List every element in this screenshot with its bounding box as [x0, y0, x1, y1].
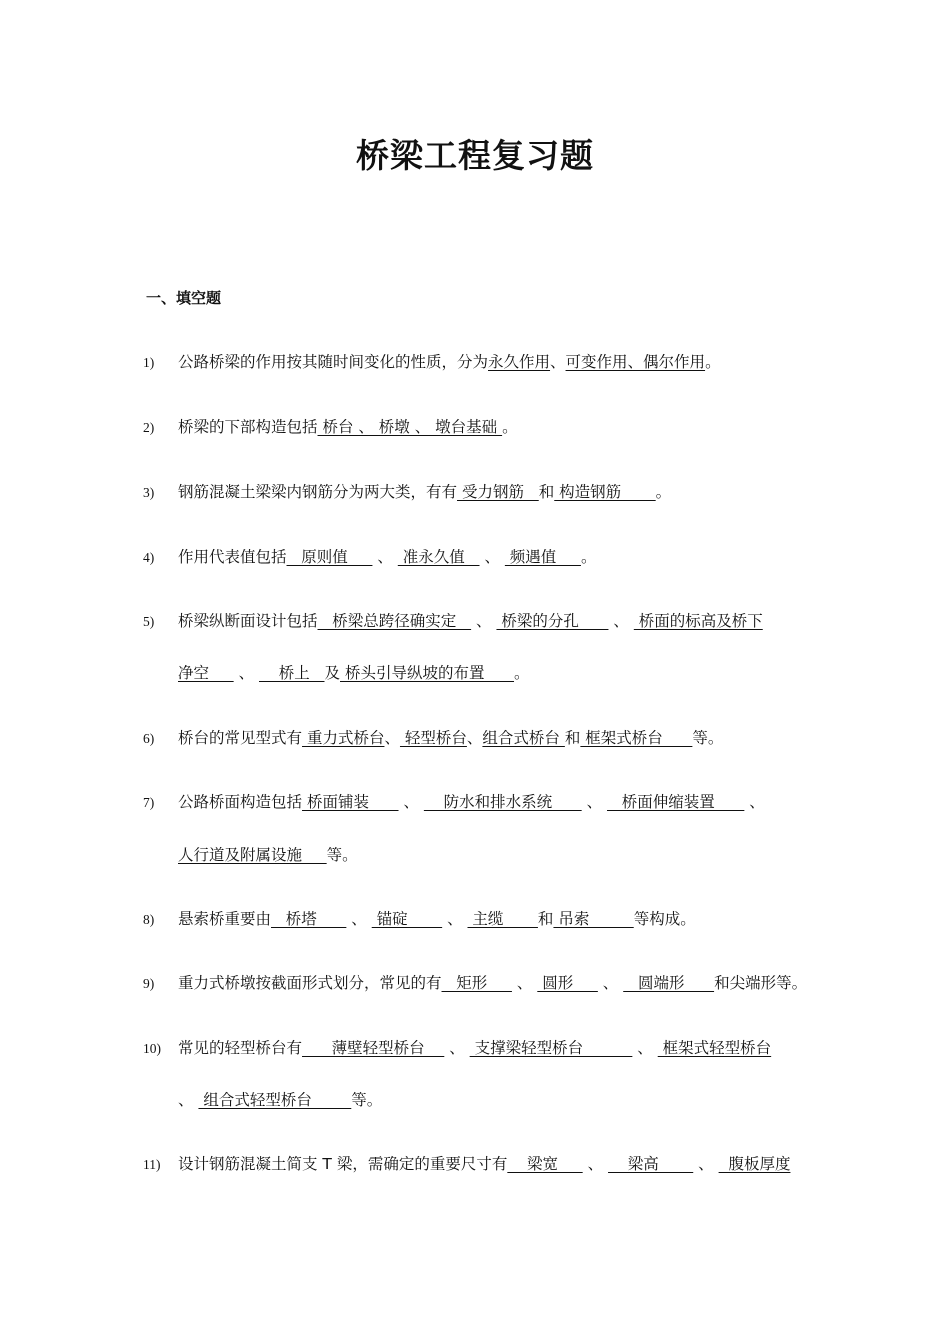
question-line: [178, 417, 518, 437]
answer-blank: 可变作用、偶尔作用: [565, 353, 706, 371]
section-heading: 一、填空题: [146, 289, 222, 307]
question-text: 。: [514, 664, 530, 682]
question-text: 。: [502, 418, 518, 436]
question-text: 常见的轻型桥台有: [178, 1039, 303, 1057]
answer-blank: 框架式桥台: [580, 729, 693, 747]
question-text: 、: [632, 1039, 658, 1057]
question-text: 重力式桥墩按截面形式划分，常见的有: [178, 974, 442, 992]
answer-blank: 梁宽: [507, 1155, 583, 1173]
answer-blank: 腹板厚度: [718, 1155, 791, 1173]
answer-blank: 主缆: [467, 910, 538, 928]
answer-blank: 支撑梁轻型桥台: [469, 1039, 633, 1057]
answer-blank: 原则值: [286, 548, 373, 566]
question-text: 、: [233, 664, 259, 682]
question-text: 等构成。: [633, 910, 696, 928]
question-text: 桥梁纵断面设计包括: [178, 612, 318, 630]
answer-blank: 频遇值: [504, 548, 581, 566]
answer-blank: 重力式桥台: [302, 729, 385, 747]
question-text: 公路桥面构造包括: [178, 793, 303, 811]
question-number: 4): [143, 550, 155, 565]
question-text: 、: [384, 729, 400, 747]
answer-blank: 桥梁总跨径确实定: [317, 612, 472, 630]
answer-blank: 桥塔: [271, 910, 347, 928]
question-text: 、: [372, 548, 398, 566]
question-line: [178, 792, 765, 812]
question-text: 、: [550, 353, 566, 371]
question-text: 等。: [326, 846, 358, 864]
answer-blank: 组合式桥台: [482, 729, 565, 747]
question-text: 、: [444, 1039, 470, 1057]
answer-blank: 受力钢筋: [457, 483, 539, 501]
question-text: 、: [178, 1091, 199, 1109]
question-text: 、: [346, 910, 372, 928]
question-line: [178, 1090, 382, 1110]
answer-blank: 桥上: [259, 664, 325, 682]
question-text: 、: [608, 612, 634, 630]
answer-blank: 桥头引导纵坡的布置: [340, 664, 515, 682]
question-text: 和: [564, 729, 581, 747]
question-line: [178, 1154, 790, 1174]
question-text: 钢筋混凝土梁梁内钢筋分为两大类，有有: [178, 483, 458, 501]
question-text: 和: [538, 483, 555, 501]
question-line: [178, 728, 723, 748]
answer-blank: 构造钢筋: [554, 483, 656, 501]
question-text: 、: [442, 910, 468, 928]
question-line: [178, 611, 763, 631]
answer-blank: 薄壁轻型桥台: [302, 1039, 445, 1057]
question-number: 3): [143, 485, 155, 500]
answer-blank: 桥台 、 桥墩 、 墩台基础: [317, 418, 503, 436]
question-text: 、: [511, 974, 538, 992]
question-number: 2): [143, 420, 155, 435]
question-text: 、: [398, 793, 424, 811]
question-line: [178, 909, 696, 929]
question-text: 等。: [351, 1091, 383, 1109]
answer-blank: 桥面伸缩装置: [607, 793, 745, 811]
question-text: 作用代表值包括: [178, 548, 287, 566]
answer-blank: 框架式轻型桥台: [657, 1039, 772, 1057]
question-text: 等。: [692, 729, 724, 747]
question-number: 1): [143, 355, 155, 370]
answer-blank: 轻型桥台: [399, 729, 467, 747]
question-number: 6): [143, 731, 155, 746]
question-number: 9): [143, 976, 155, 991]
answer-blank: 圆端形: [623, 974, 715, 992]
answer-blank: 桥梁的分孔: [496, 612, 609, 630]
question-text: 和: [537, 910, 554, 928]
question-text: 、: [693, 1155, 719, 1173]
answer-blank: 桥面铺装: [302, 793, 399, 811]
answer-blank: 吊索: [553, 910, 634, 928]
question-text: 和尖端形等。: [714, 974, 808, 992]
question-line: [178, 547, 596, 567]
question-number: 10): [143, 1041, 161, 1056]
question-text: 悬索桥重要由: [178, 910, 272, 928]
answer-blank: 准永久值: [397, 548, 480, 566]
question-text: 。: [655, 483, 672, 501]
question-text: 、: [466, 729, 483, 747]
question-text: 、: [581, 793, 608, 811]
answer-blank: 组合式轻型桥台: [198, 1091, 352, 1109]
answer-blank: 矩形: [441, 974, 512, 992]
question-line: [178, 973, 807, 993]
answer-blank: 桥面的标高及桥下: [633, 612, 763, 630]
answer-blank: 锚碇: [371, 910, 443, 928]
answer-blank: 圆形: [537, 974, 598, 992]
question-text: 。: [580, 548, 597, 566]
answer-blank: 人行道及附属设施: [178, 846, 327, 864]
question-text: 、: [471, 612, 497, 630]
question-line: [178, 482, 671, 502]
question-number: 5): [143, 614, 155, 629]
question-text: 、: [744, 793, 765, 811]
answer-blank: 防水和排水系统: [423, 793, 582, 811]
question-text: 、: [597, 974, 624, 992]
question-number: 11): [143, 1157, 161, 1172]
question-text: 公路桥梁的作用按其随时间变化的性质，分为: [178, 353, 489, 371]
question-number: 7): [143, 795, 155, 810]
question-number: 8): [143, 912, 155, 927]
question-text: 桥台的常见型式有: [178, 729, 303, 747]
question-line: [178, 352, 721, 372]
question-text: 、: [582, 1155, 609, 1173]
question-text: 桥梁的下部构造包括: [178, 418, 318, 436]
question-text: 设计钢筋混凝土简支 T 梁，需确定的重要尺寸有: [178, 1155, 508, 1173]
question-line: [178, 1038, 771, 1058]
answer-blank: 梁高: [608, 1155, 694, 1173]
question-line: [178, 845, 358, 865]
answer-blank: 永久作用: [488, 353, 551, 371]
question-text: 及: [324, 664, 341, 682]
document-title: 桥梁工程复习题: [356, 136, 594, 175]
question-line: [178, 663, 530, 683]
question-text: 、: [479, 548, 505, 566]
question-text: 。: [705, 353, 721, 371]
answer-blank: 净空: [178, 664, 234, 682]
